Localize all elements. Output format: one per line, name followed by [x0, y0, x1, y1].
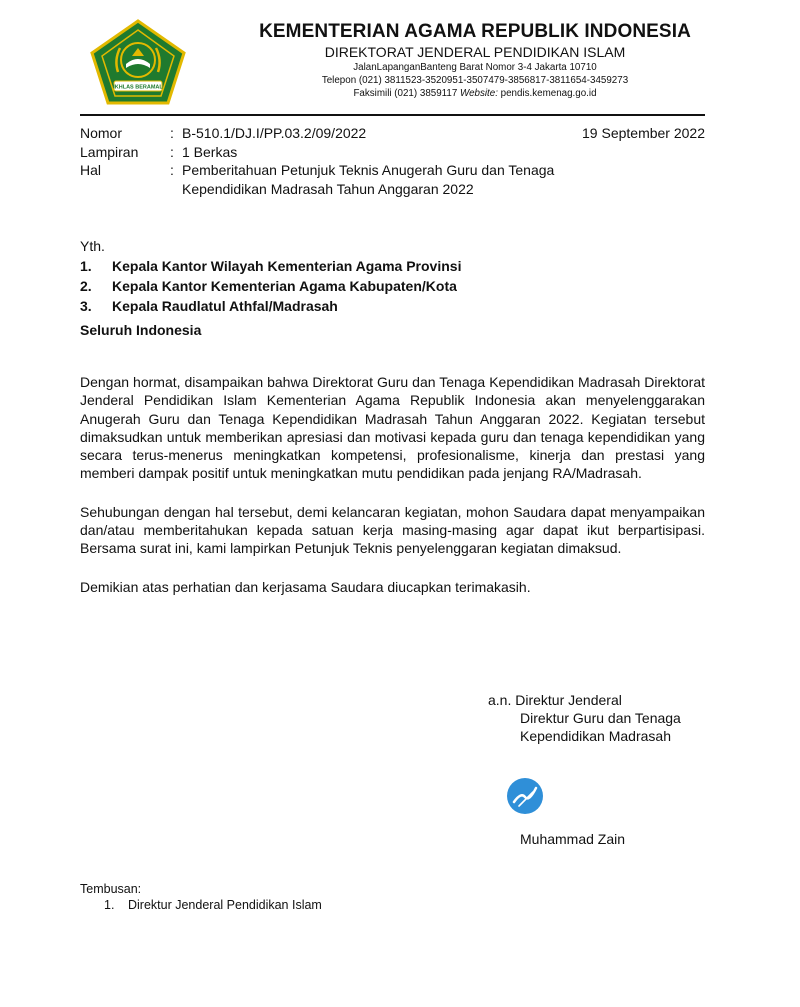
website-label: Website: — [460, 88, 498, 99]
address-line: JalanLapanganBanteng Barat Nomor 3-4 Jakarta 10710 — [353, 62, 597, 73]
kemenag-emblem-icon — [88, 18, 188, 106]
tembusan-list — [80, 897, 480, 913]
website-link[interactable]: pendis.kemenag.go.id — [497, 88, 597, 99]
addressee-region: Seluruh Indonesia — [80, 322, 202, 338]
letterhead-divider — [80, 114, 705, 116]
colon: : — [170, 162, 174, 178]
list-number: 2. — [80, 278, 92, 294]
hal-label: Hal — [80, 162, 102, 178]
meta-row-lampiran — [80, 143, 705, 162]
addressee-text: Kepala Kantor Kementerian Agama Kabupaten/Kota — [112, 278, 457, 294]
body-paragraph-2: Sehubungan dengan hal tersebut, demi kelancaran kegiatan, mohon Saudara dapat menyampaikan dan/atau memberitahukan kepada satuan kerja masing-masing agar dapat ikut berpartisipasi. Bersama surat ini, kami lampirkan Petunjuk Teknis penyelenggaran kegiatan dimaksud. — [80, 503, 705, 557]
ministry-name: KEMENTERIAN AGAMA REPUBLIK INDONESIA — [259, 21, 691, 42]
addressee-item — [80, 296, 705, 316]
list-number: 1. — [104, 898, 115, 912]
addressee-list — [80, 256, 705, 316]
colon: : — [170, 143, 174, 160]
tembusan — [80, 881, 480, 913]
colon: : — [170, 125, 174, 141]
signature-an: a.n. Direktur Jenderal — [488, 692, 622, 708]
list-number: 3. — [80, 298, 92, 314]
tembusan-item — [80, 897, 480, 913]
addressee-item — [80, 276, 705, 296]
letterhead-text — [230, 20, 720, 100]
body-paragraph-3: Demikian atas perhatian dan kerjasama Saudara diucapkan terimakasih. — [80, 578, 531, 595]
letter-date: 19 September 2022 — [582, 125, 705, 141]
tembusan-label: Tembusan: — [80, 882, 142, 896]
addressee-text: Kepala Kantor Wilayah Kementerian Agama Provinsi — [112, 258, 462, 274]
nomor-value: B-510.1/DJ.I/PP.03.2/09/2022 — [182, 125, 367, 141]
directorate-name: DIREKTORAT JENDERAL PENDIDIKAN ISLAM — [324, 44, 626, 60]
letterhead — [0, 0, 800, 122]
signature-title-1: Direktur Guru dan Tenaga — [520, 710, 681, 726]
nomor-label: Nomor — [80, 125, 123, 141]
signature-title-2: Kependidikan Madrasah — [520, 728, 671, 744]
letter-meta — [80, 124, 705, 198]
letter-body — [80, 373, 705, 596]
tembusan-text: Direktur Jenderal Pendidikan Islam — [128, 898, 322, 912]
salutation: Yth. — [80, 238, 105, 254]
phone-line: Telepon (021) 3811523-3520951-3507479-3856817-3811654-3459273 — [321, 75, 629, 86]
signature-block — [488, 691, 728, 745]
list-number: 1. — [80, 258, 92, 274]
electronic-signature-icon — [505, 776, 545, 816]
body-paragraph-1: Dengan hormat, disampaikan bahwa Direktorat Guru dan Tenaga Kependidikan Madrasah Direktorat Jenderal Pendidikan Islam Kementerian Agama Republik Indonesia akan menyelenggarakan Anugerah Guru dan Tenaga Kependidikan Madrasah Tahun Anggaran 2022. Kegiatan tersebut dimaksudkan untuk memberikan apresiasi dan motivasi kepada guru dan tenaga kependidikan yang secara terus-menerus meningkatkan kompetensi, profesionalisme, kinerja dan prestasi yang memberi dampak positif untuk meningkatkan mutu pendidikan pada jenjang RA/Madrasah. — [80, 374, 705, 482]
addressee-text: Kepala Raudlatul Athfal/Madrasah — [112, 298, 338, 314]
hal-value: Pemberitahuan Petunjuk Teknis Anugerah Guru dan Tenaga Kependidikan Madrasah Tahun Anggaran 2022 — [182, 162, 555, 197]
fax-text: Faksimili (021) 3859117 — [353, 88, 460, 99]
addressees — [80, 236, 705, 340]
addressee-item — [80, 256, 705, 276]
meta-row-hal — [80, 161, 705, 198]
signer-name: Muhammad Zain — [520, 831, 626, 847]
fax-website-line — [230, 87, 720, 100]
lampiran-label: Lampiran — [80, 143, 139, 160]
lampiran-value: 1 Berkas — [182, 143, 238, 160]
svg-text:IKHLAS BERAMAL: IKHLAS BERAMAL — [113, 84, 163, 91]
